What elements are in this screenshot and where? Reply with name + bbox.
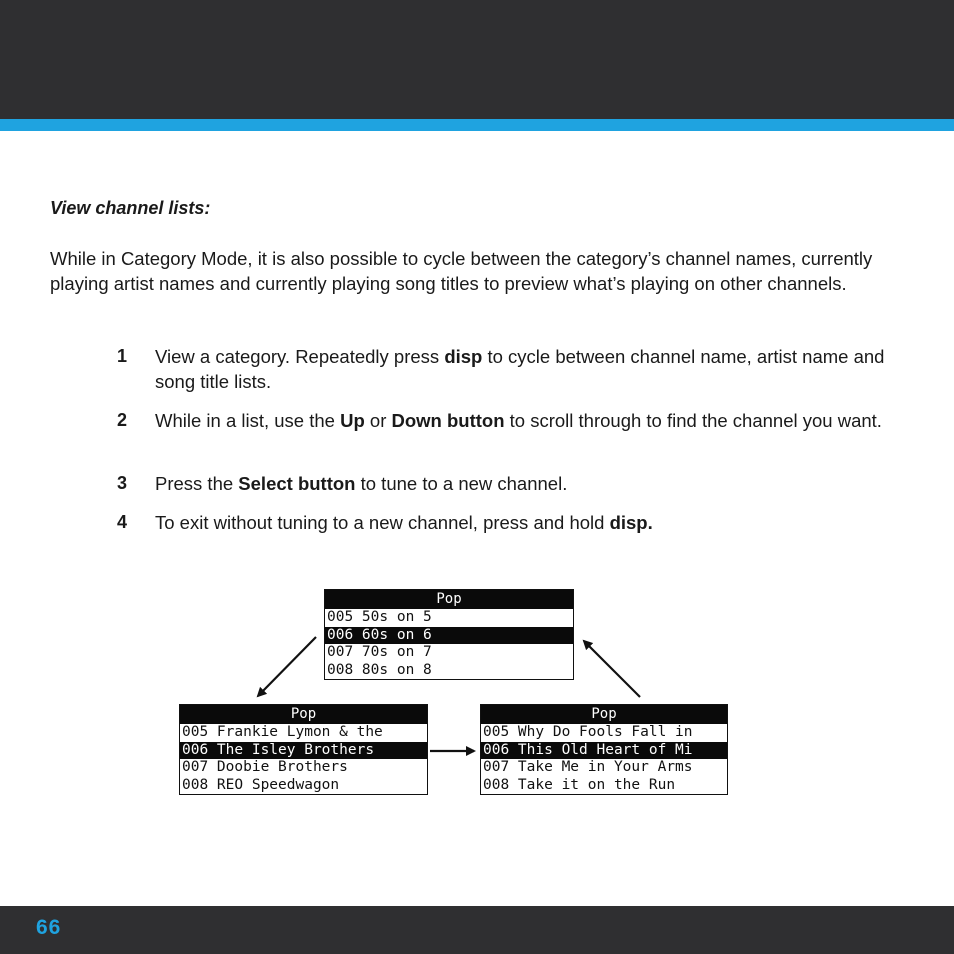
step-number: 3 (117, 473, 128, 493)
step-text: To exit without tuning to a new channel, press and hold disp. (155, 512, 653, 533)
step-number: 4 (117, 512, 128, 532)
list-item: 006 60s on 6 (325, 627, 573, 645)
list-item: 006 This Old Heart of Mi (481, 742, 727, 760)
song-title-list-screen (480, 704, 728, 795)
page-number: 66 (36, 916, 62, 939)
list-item: 007 Take Me in Your Arms (483, 759, 693, 776)
step-text: While in a list, use the Up or Down button to scroll through to find the channel you want. (155, 410, 882, 431)
screen-header: Pop (180, 705, 427, 724)
list-item: 005 Frankie Lymon & the (182, 724, 383, 740)
list-item: 007 70s on 7 (327, 644, 432, 661)
intro-paragraph: While in Category Mode, it is also possible to cycle between the category’s channel names, currently playing artist names and currently playing song titles to preview what’s playing on other channels. (50, 248, 873, 294)
arrow-top-to-left (258, 637, 316, 696)
list-item: 006 The Isley Brothers (180, 742, 427, 760)
screen-header: Pop (325, 590, 573, 609)
list-item: 008 REO Speedwagon (182, 776, 340, 793)
list-item: 007 Doobie Brothers (182, 759, 348, 776)
screen-header: Pop (481, 705, 727, 724)
section-title: View channel lists: (50, 198, 211, 218)
channel-name-list-screen (324, 589, 574, 680)
arrow-right-to-top (584, 641, 640, 697)
list-item: 008 80s on 8 (327, 661, 432, 678)
list-item: 005 50s on 5 (327, 609, 432, 625)
list-item: 005 Why Do Fools Fall in (483, 724, 693, 740)
step-number: 1 (117, 346, 128, 366)
artist-name-list-screen (179, 704, 428, 795)
step-text: View a category. Repeatedly press disp to cycle between channel name, artist name and song title lists. (155, 346, 885, 392)
list-item: 008 Take it on the Run (483, 776, 676, 793)
footer-bar (0, 906, 954, 954)
step-number: 2 (117, 410, 128, 430)
step-text: Press the Select button to tune to a new channel. (155, 473, 568, 494)
